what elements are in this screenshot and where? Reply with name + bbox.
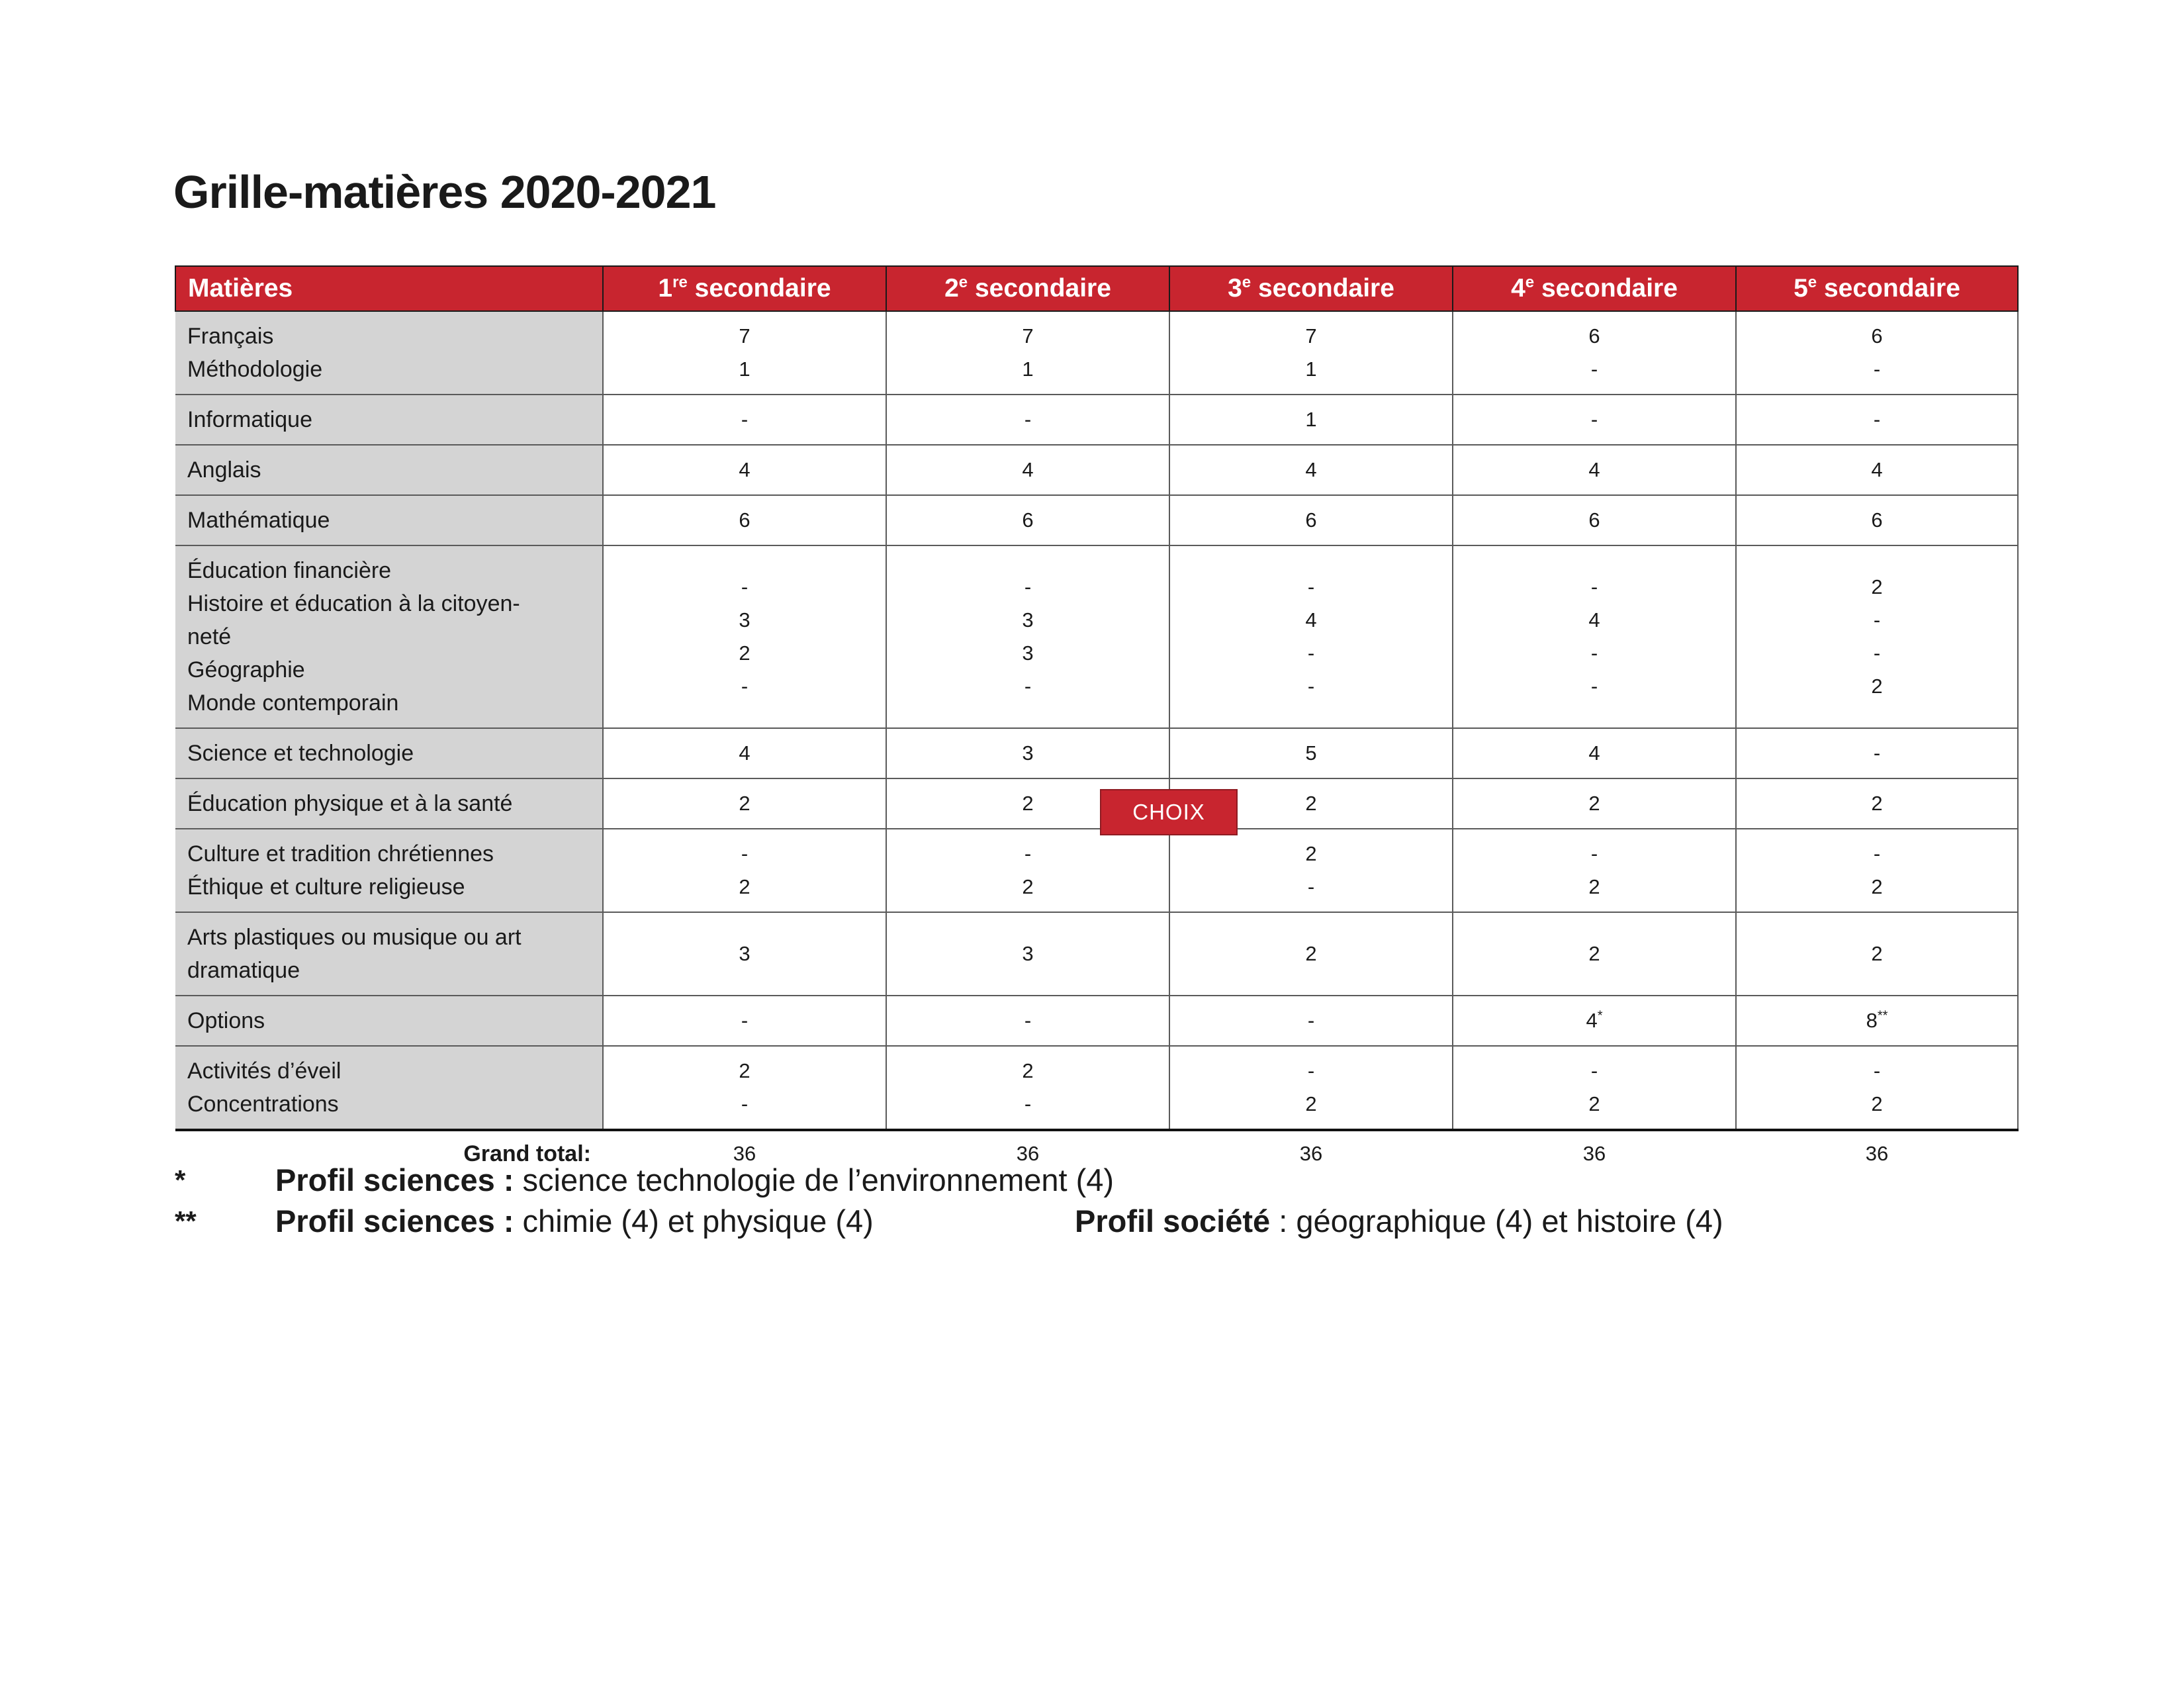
header-year-suffix: e (958, 273, 968, 291)
subject-name: Science et technologie (187, 741, 414, 766)
hours-cell (1736, 545, 2018, 728)
hours-value: 4* (1586, 1008, 1603, 1032)
hours-cell (1453, 1046, 1736, 1130)
header-year-suffix: e (1807, 273, 1817, 291)
hours-value: 4 (1588, 458, 1600, 481)
hours-value: 6 (1305, 508, 1317, 532)
hours-value: 2 (1871, 575, 1883, 598)
hours-value: - (1590, 641, 1598, 665)
header-year-number: 1 (658, 274, 673, 303)
hours-value: 2 (1588, 942, 1600, 965)
header-year-label: secondaire (974, 274, 1111, 303)
table-row (175, 495, 2018, 545)
hours-value: 6 (739, 508, 751, 532)
hours-value: 3 (1022, 641, 1034, 665)
hours-cell (1736, 996, 2018, 1046)
footnote-label: Profil sciences : (275, 1162, 514, 1197)
header-year-suffix: re (672, 273, 688, 291)
header-year-label: secondaire (1823, 274, 1960, 303)
hours-value: - (1307, 1059, 1315, 1082)
hours-cell (603, 311, 886, 395)
hours-cell (1169, 912, 1453, 996)
subject-name: Activités d’éveil (187, 1058, 341, 1084)
hours-value: - (741, 408, 749, 431)
hours-value: 2 (739, 1059, 751, 1082)
hours-value: 4 (1022, 458, 1034, 481)
hours-value: 2 (1871, 942, 1883, 965)
hours-cell (1169, 1046, 1453, 1130)
page-title: Grille-matières 2020-2021 (173, 166, 716, 218)
hours-cell (603, 395, 886, 445)
hours-cell (603, 728, 886, 778)
hours-value: - (1307, 675, 1315, 698)
hours-value: 2 (1022, 875, 1034, 898)
header-year-label: secondaire (1257, 274, 1394, 303)
footnote-marker: ** (175, 1205, 197, 1237)
subject-cell (175, 445, 603, 495)
subject-cell (175, 778, 603, 829)
hours-value: 2 (1871, 875, 1883, 898)
subject-cell (175, 395, 603, 445)
hours-value: 5 (1305, 741, 1317, 765)
header-year-4 (1453, 266, 1736, 311)
subject-name: Anglais (187, 457, 261, 483)
hours-value: 4 (1588, 608, 1600, 632)
subject-name: Géographie (187, 657, 305, 682)
choix-badge: CHOIX (1100, 789, 1238, 835)
hours-value: - (1873, 641, 1881, 665)
subject-name: Éthique et culture religieuse (187, 874, 465, 900)
hours-value: 7 (1305, 324, 1317, 348)
header-row (175, 266, 2018, 311)
hours-value: - (1873, 357, 1881, 381)
hours-value: - (741, 1092, 749, 1115)
hours-cell (1169, 445, 1453, 495)
hours-value: - (1590, 357, 1598, 381)
hours-cell (886, 395, 1169, 445)
subject-name: Concentrations (187, 1092, 339, 1117)
hours-value: 1 (739, 357, 751, 381)
subject-name: Mathématique (187, 508, 330, 533)
hours-value: 1 (1022, 357, 1034, 381)
hours-value: - (1590, 1059, 1598, 1082)
subject-grid (175, 265, 2017, 1175)
grand-total-value: 36 (1016, 1142, 1040, 1165)
header-year-number: 2 (944, 274, 959, 303)
hours-value: 2 (1022, 792, 1034, 815)
hours-cell (1169, 728, 1453, 778)
subject-name: Éducation financière (187, 558, 392, 583)
hours-cell (1453, 996, 1736, 1046)
subject-table (175, 265, 2019, 1175)
hours-cell (886, 912, 1169, 996)
hours-value: - (1307, 575, 1315, 598)
grand-total-value: 36 (1865, 1142, 1889, 1165)
hours-cell (1453, 311, 1736, 395)
hours-value: 2 (1588, 875, 1600, 898)
subject-cell (175, 311, 603, 395)
hours-value: 2 (1305, 792, 1317, 815)
header-subjects: Matières (175, 266, 603, 311)
hours-value: 1 (1305, 408, 1317, 431)
header-year-number: 4 (1511, 274, 1525, 303)
hours-cell (1736, 311, 2018, 395)
grand-total-value: 36 (1299, 1142, 1323, 1165)
subject-cell (175, 545, 603, 728)
hours-value: - (1873, 408, 1881, 431)
footnote-marker: * (1597, 1008, 1603, 1023)
hours-value: 3 (1022, 608, 1034, 632)
table-row (175, 912, 2018, 996)
table-row (175, 778, 2018, 829)
hours-cell (886, 445, 1169, 495)
subject-cell (175, 996, 603, 1046)
table-row (175, 829, 2018, 912)
table-row (175, 996, 2018, 1046)
hours-cell (886, 1046, 1169, 1130)
footnote-text: science technologie de l’environnement (4) (514, 1162, 1115, 1197)
subject-name: Méthodologie (187, 357, 323, 382)
subject-name: neté (187, 624, 232, 649)
hours-cell (1453, 912, 1736, 996)
hours-value: 2 (739, 875, 751, 898)
subject-cell (175, 728, 603, 778)
hours-value: - (1590, 675, 1598, 698)
hours-cell (603, 1046, 886, 1130)
hours-value: 7 (1022, 324, 1034, 348)
hours-cell (603, 495, 886, 545)
hours-value: - (1590, 408, 1598, 431)
hours-cell (1453, 829, 1736, 912)
header-year-number: 3 (1228, 274, 1242, 303)
hours-value: 2 (1305, 942, 1317, 965)
hours-cell (886, 829, 1169, 912)
header-year-number: 5 (1794, 274, 1808, 303)
hours-cell (603, 778, 886, 829)
hours-value: - (1024, 575, 1032, 598)
header-year-3 (1169, 266, 1453, 311)
footnote-label: Profil sciences : (275, 1203, 514, 1239)
footnote-marker: ** (1877, 1008, 1888, 1023)
hours-cell (886, 311, 1169, 395)
hours-value: 2 (1871, 675, 1883, 698)
grand-total-value: 36 (1582, 1142, 1606, 1165)
hours-value: 4 (1588, 741, 1600, 765)
subject-cell (175, 829, 603, 912)
hours-cell (1453, 545, 1736, 728)
hours-value: 1 (1305, 357, 1317, 381)
hours-value: - (741, 575, 749, 598)
hours-value: 2 (1588, 792, 1600, 815)
hours-cell (603, 829, 886, 912)
hours-cell (1736, 495, 2018, 545)
table-row (175, 545, 2018, 728)
hours-value: - (741, 1009, 749, 1032)
hours-value: 3 (739, 608, 751, 632)
hours-cell (1736, 445, 2018, 495)
hours-value: - (741, 675, 749, 698)
hours-value: 7 (739, 324, 751, 348)
header-year-suffix: e (1242, 273, 1251, 291)
header-year-2 (886, 266, 1169, 311)
table-row (175, 1046, 2018, 1130)
hours-cell (603, 912, 886, 996)
hours-cell (886, 545, 1169, 728)
hours-cell (1453, 495, 1736, 545)
hours-value: - (1873, 741, 1881, 765)
subject-cell (175, 495, 603, 545)
hours-value: - (1873, 1059, 1881, 1082)
footnote-text: chimie (4) et physique (4) (514, 1203, 874, 1239)
subject-name: Arts plastiques ou musique ou art (187, 925, 522, 950)
hours-cell (1453, 728, 1736, 778)
hours-value: 2 (1305, 1092, 1317, 1115)
hours-cell (1736, 395, 2018, 445)
hours-value: 2 (1871, 792, 1883, 815)
subject-name: dramatique (187, 958, 300, 983)
hours-value: 6 (1871, 508, 1883, 532)
hours-value: 4 (1305, 608, 1317, 632)
hours-value: - (1307, 1009, 1315, 1032)
hours-value: 4 (1305, 458, 1317, 481)
hours-value: - (1873, 608, 1881, 632)
hours-value: 4 (739, 458, 751, 481)
hours-value: 4 (1871, 458, 1883, 481)
hours-value: - (1307, 641, 1315, 665)
hours-value: 2 (1588, 1092, 1600, 1115)
hours-value: 3 (1022, 942, 1034, 965)
header-year-1 (603, 266, 886, 311)
hours-cell (603, 445, 886, 495)
subject-name: Éducation physique et à la santé (187, 791, 513, 816)
hours-value: 2 (1022, 1059, 1034, 1082)
hours-cell (886, 728, 1169, 778)
table-row (175, 445, 2018, 495)
hours-cell (1169, 996, 1453, 1046)
hours-cell (1736, 778, 2018, 829)
hours-cell (1736, 912, 2018, 996)
subject-name: Français (187, 324, 274, 349)
table-row (175, 728, 2018, 778)
hours-cell (1736, 728, 2018, 778)
hours-cell (1453, 445, 1736, 495)
hours-value: 3 (1022, 741, 1034, 765)
hours-cell (1736, 1046, 2018, 1130)
hours-value: 4 (739, 741, 751, 765)
hours-value: 8** (1866, 1008, 1888, 1032)
table-row (175, 311, 2018, 395)
hours-cell (603, 545, 886, 728)
hours-value: - (1024, 408, 1032, 431)
grand-total-value: 36 (733, 1142, 756, 1165)
header-year-suffix: e (1525, 273, 1535, 291)
footnote-label: Profil société (1075, 1203, 1271, 1239)
hours-cell (886, 996, 1169, 1046)
hours-value: - (1024, 1092, 1032, 1115)
hours-value: - (1024, 1009, 1032, 1032)
hours-value: - (1873, 842, 1881, 865)
header-year-label: secondaire (694, 274, 831, 303)
subject-name: Histoire et éducation à la citoyen- (187, 591, 520, 616)
hours-cell (886, 495, 1169, 545)
subject-cell (175, 1046, 603, 1130)
grand-total-label: Grand total: (463, 1141, 591, 1166)
hours-value: 3 (739, 942, 751, 965)
subject-name: Monde contemporain (187, 690, 399, 716)
hours-value: - (1024, 842, 1032, 865)
hours-value: 2 (1305, 842, 1317, 865)
hours-value: 2 (739, 641, 751, 665)
hours-cell (1169, 311, 1453, 395)
hours-value: - (1590, 575, 1598, 598)
hours-cell (1169, 495, 1453, 545)
hours-value: 6 (1871, 324, 1883, 348)
hours-cell (1453, 778, 1736, 829)
hours-value: - (741, 842, 749, 865)
hours-cell (1453, 395, 1736, 445)
hours-cell (1169, 545, 1453, 728)
hours-cell (603, 996, 886, 1046)
hours-value: 2 (1871, 1092, 1883, 1115)
header-year-5 (1736, 266, 2018, 311)
header-year-label: secondaire (1541, 274, 1678, 303)
hours-cell (1169, 829, 1453, 912)
subject-name: Options (187, 1008, 265, 1033)
subject-name: Culture et tradition chrétiennes (187, 841, 494, 867)
footnote-marker: * (175, 1164, 186, 1196)
hours-cell (1736, 829, 2018, 912)
subject-cell (175, 912, 603, 996)
subject-name: Informatique (187, 407, 312, 432)
table-row (175, 395, 2018, 445)
hours-value: 2 (739, 792, 751, 815)
footnote-text: : géographique (4) et histoire (4) (1270, 1203, 1723, 1239)
hours-value: - (1307, 875, 1315, 898)
hours-value: - (1024, 675, 1032, 698)
hours-value: 6 (1588, 324, 1600, 348)
hours-value: - (1590, 842, 1598, 865)
hours-value: 6 (1022, 508, 1034, 532)
hours-cell (1169, 395, 1453, 445)
hours-value: 6 (1588, 508, 1600, 532)
